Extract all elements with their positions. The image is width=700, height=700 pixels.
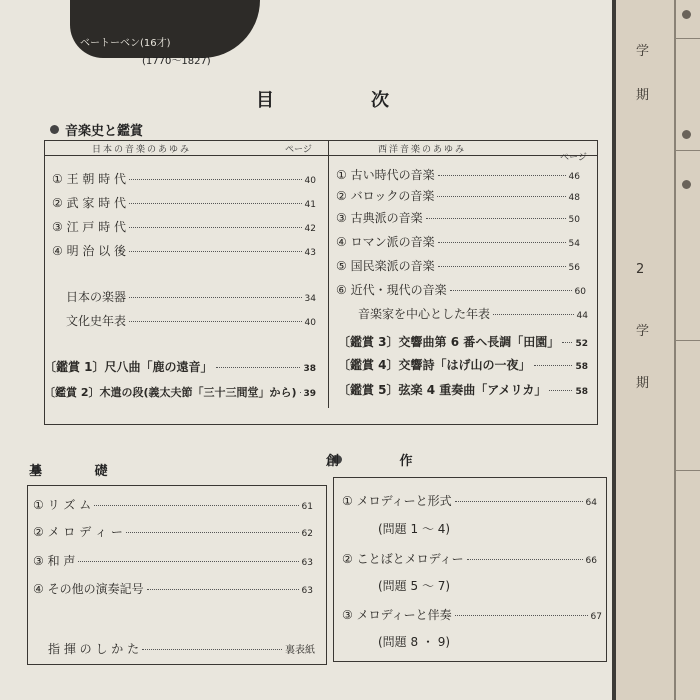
japan-page-header: ページ <box>285 145 312 155</box>
basics-section-title: 基 礎 <box>29 464 132 479</box>
adjacent-page <box>616 0 700 700</box>
japan-column-header: 日本の音楽のあゆみ <box>92 145 192 155</box>
toc-entry: ③ メロディーと伴奏 67 <box>342 608 602 622</box>
toc-entry: 〔鑑賞 1〕尺八曲「鹿の遠音」 38 <box>44 360 316 374</box>
beethoven-portrait-image <box>70 0 260 58</box>
toc-entry: ⑥ 近代・現代の音楽 60 <box>336 283 586 297</box>
toc-entry: 文化史年表 40 <box>66 314 316 328</box>
toc-entry: ③ 古典派の音楽 50 <box>336 211 580 225</box>
toc-entry: (問題 5 ～ 7) <box>378 579 451 593</box>
toc-entry: ② バロックの音楽 48 <box>336 189 580 203</box>
side-divider <box>674 38 700 39</box>
portrait-years: (1770～1827) <box>142 56 211 67</box>
bullet-icon <box>50 125 59 134</box>
basics-section-heading <box>29 460 132 479</box>
creation-section-heading <box>326 450 441 469</box>
western-column-header: 西洋音楽のあゆみ <box>378 145 467 155</box>
side-column-line <box>674 0 676 700</box>
toc-entry: ① 王 朝 時 代 40 <box>52 172 316 186</box>
history-section-title: 音楽史と鑑賞 <box>65 124 144 139</box>
creation-section-title: 創 作 <box>326 454 441 469</box>
toc-title-left: 目 <box>256 90 274 111</box>
toc-entry: ③ 和 声 63 <box>33 554 313 568</box>
portrait-name: ベートーベン(16才) <box>80 38 171 49</box>
toc-entry: ④ 明 治 以 後 43 <box>52 244 316 258</box>
toc-entry: ① メロディーと形式 64 <box>342 494 597 508</box>
toc-entry: ① リ ズ ム 61 <box>33 498 313 512</box>
side-char: 期 <box>636 88 650 103</box>
side-bullet-icon <box>682 10 691 19</box>
toc-entry: ④ ロマン派の音楽 54 <box>336 235 580 249</box>
toc-entry: ② 武 家 時 代 41 <box>52 196 316 210</box>
toc-entry: ③ 江 戸 時 代 42 <box>52 220 316 234</box>
side-divider <box>674 150 700 151</box>
toc-entry: 〔鑑賞 5〕弦楽 4 重奏曲「アメリカ」 58 <box>338 383 588 397</box>
side-char: 学 <box>636 324 650 339</box>
side-bullet-icon <box>682 180 691 189</box>
toc-entry: 〔鑑賞 4〕交響詩「はげ山の一夜」 58 <box>338 358 588 372</box>
toc-title-right: 次 <box>371 90 389 111</box>
toc-entry: 指 揮 の し か た 裏表紙 <box>48 642 315 656</box>
western-page-header: ページ <box>560 153 587 163</box>
toc-entry: 音楽家を中心とした年表 44 <box>358 307 588 321</box>
toc-entry: ② メ ロ デ ィ ー 62 <box>33 525 313 539</box>
toc-entry: (問題 8 ・ 9) <box>378 635 451 649</box>
toc-entry: (問題 1 ～ 4) <box>378 522 451 536</box>
toc-entry: 〔鑑賞 2〕木遣の段(義太夫節「三十三間堂」から) 39 <box>44 386 316 399</box>
toc-entry: ④ その他の演奏記号 63 <box>33 582 313 596</box>
toc-entry: 日本の楽器 34 <box>66 290 316 304</box>
side-divider <box>674 470 700 471</box>
history-section-heading <box>50 120 143 139</box>
toc-entry: ⑤ 国民楽派の音楽 56 <box>336 259 580 273</box>
side-divider <box>674 340 700 341</box>
history-header-divider <box>44 155 597 156</box>
side-char: 期 <box>636 376 650 391</box>
toc-entry: ② ことばとメロディー 66 <box>342 552 597 566</box>
side-char: 2 <box>636 262 645 277</box>
side-char: 学 <box>636 44 650 59</box>
history-column-divider <box>328 140 329 408</box>
toc-entry: 〔鑑賞 3〕交響曲第 6 番ヘ長調「田園」 52 <box>338 335 588 349</box>
side-bullet-icon <box>682 130 691 139</box>
toc-entry: ① 古い時代の音楽 46 <box>336 168 580 182</box>
